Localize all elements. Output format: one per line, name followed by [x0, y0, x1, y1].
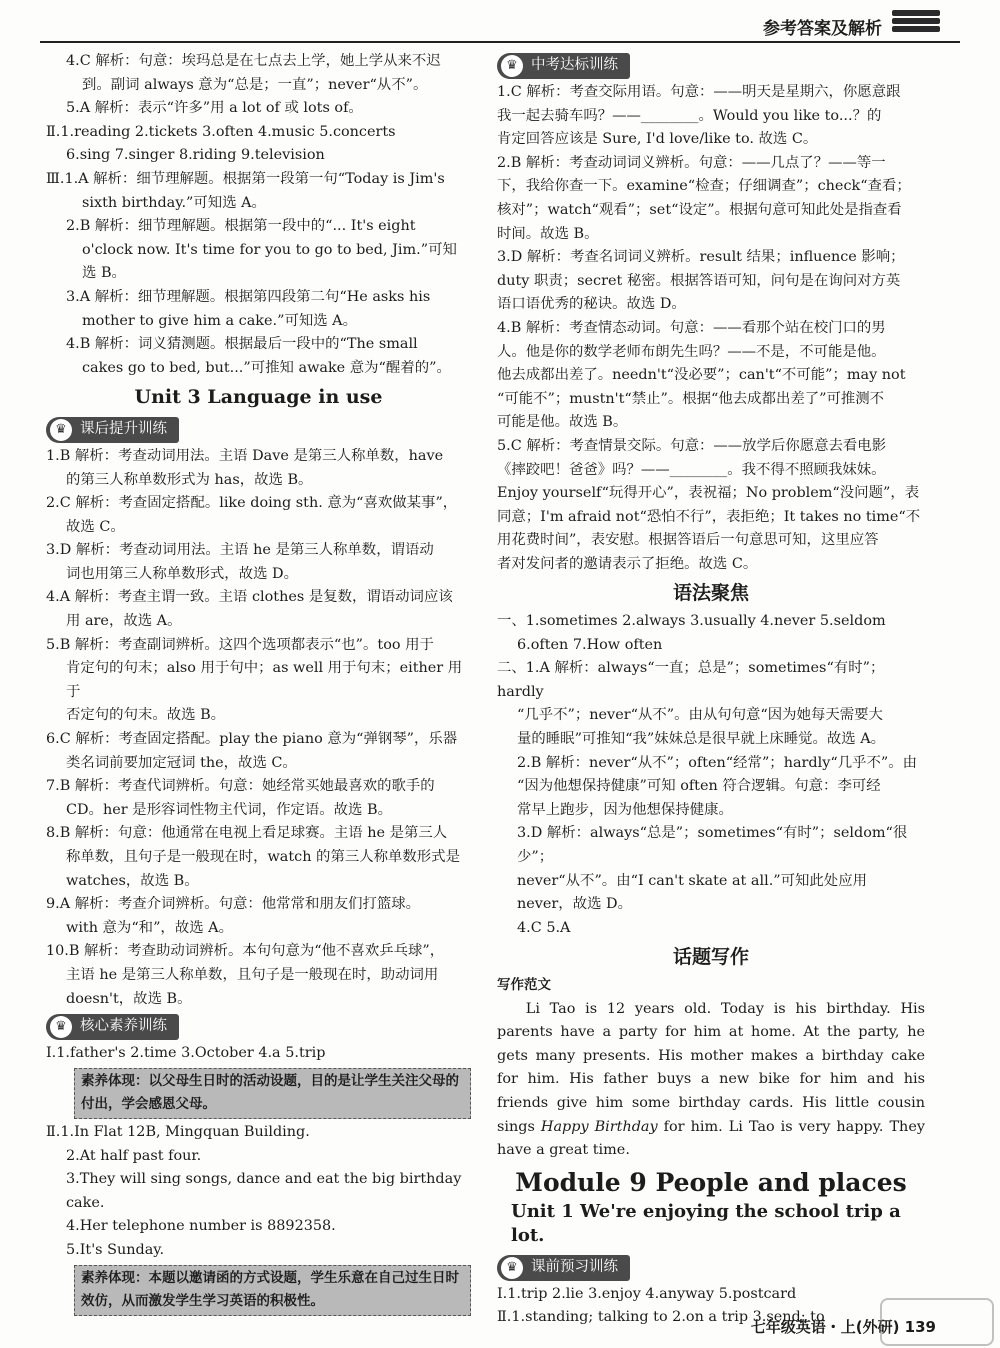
answer-item: 7.B 解析：考查代词辨析。句意：她经常买她最喜欢的歌手的: [46, 778, 435, 795]
answer-item: 5.B 解析：考查副词辨析。这四个选项都表示“也”。too 用于: [46, 636, 434, 653]
answer-item: 10.B 解析：考查助动词辨析。本句句意为“他不喜欢乒乓球”，: [46, 943, 445, 960]
answer-item: 6.C 解析：考查固定搭配。play the piano 意为“弹钢琴”，乐器: [46, 731, 458, 748]
grammar-line: 二、1.A 解析：always“一直；总是”；sometimes“有时”；hardly: [497, 660, 885, 700]
text-line: o'clock now. It's time for you to go to bed, Jim.”可知: [82, 241, 457, 258]
text-line: 4.B 解析：词义猜测题。根据最后一段中的“The small: [66, 336, 418, 353]
answer-item: 可能是他。故选 B。: [497, 414, 628, 431]
answer-item: 词也用第三人称单数形式，故选 D。: [66, 565, 298, 582]
grammar-line: “几乎不”；never“从不”。由从句句意“因为她每天需要大: [517, 707, 883, 724]
answer-item: 5.It's Sunday.: [66, 1241, 165, 1258]
crown-icon: ♛: [501, 55, 523, 77]
header-divider: [40, 41, 960, 43]
section-banner: [46, 417, 179, 443]
answer-item: 3.They will sing songs, dance and eat the big birthday cake.: [66, 1171, 462, 1211]
answer-item: 3.D 解析：考查名词词义辨析。result 结果；influence 影响；: [497, 249, 905, 266]
text-line: 2.B 解析：细节理解题。根据第一段中的“... It's eight: [66, 218, 416, 235]
answer-item: Ⅰ.1.father's 2.time 3.October 4.a 5.trip: [46, 1045, 326, 1062]
grammar-line: never“从不”。由“I can't skate at all.”可知此处应用: [517, 872, 867, 889]
answer-item: 语口语优秀的秘诀。故选 D。: [497, 296, 686, 313]
answer-item: 主语 he 是第三人称单数，且句子是一般现在时，助动词用: [66, 966, 439, 983]
grammar-line: 6.often 7.How often: [517, 636, 663, 653]
answer-item: 类名词前要加定冠词 the，故选 C。: [66, 754, 297, 771]
grammar-line: never，故选 D。: [517, 896, 632, 913]
text-line: 选 B。: [82, 265, 126, 282]
header-title: 参考答案及解析: [763, 19, 882, 39]
answer-item: 肯定回答应该是 Sure, I'd love/like to. 故选 C。: [497, 131, 818, 148]
text-line: 到。副词 always 意为“总是；一直”；never“从不”。: [82, 76, 428, 93]
watermark-logo: [880, 1298, 994, 1346]
section-banner: [46, 1014, 179, 1040]
answer-item: 下，我给你查一下。examine“检查；仔细调查”；check“查看；: [497, 178, 911, 195]
text-line: Ⅲ.1.A 解析：细节理解题。根据第一段第一句“Today is Jim's: [46, 170, 445, 187]
answer-item: 5.C 解析：考查情景交际。句意：——放学后你愿意去看电影: [497, 437, 887, 454]
answer-item: 否定句的句末。故选 B。: [66, 707, 226, 724]
unit-heading: Unit 3 Language in use: [134, 386, 383, 409]
answer-item: 1.B 解析：考查动词用法。主语 Dave 是第三人称单数，have: [46, 447, 444, 464]
page-footer: 七年级英语・上(外研) 139: [750, 1318, 936, 1336]
crown-icon: ♛: [50, 1016, 72, 1038]
answer-item: with 意为“和”，故选 A。: [66, 919, 233, 936]
answer-item: 的第三人称单数形式为 has，故选 B。: [66, 471, 313, 488]
writing-heading: 话题写作: [672, 946, 749, 969]
books-icon: [892, 10, 940, 38]
answer-item: 4.A 解析：考查主谓一致。主语 clothes 是复数，谓语动词应该: [46, 589, 453, 606]
left-column: [46, 50, 471, 1318]
answer-item: 用花费时间”，表安慰。根据答语后一句意思可知，这里应答: [497, 532, 879, 549]
answer-item: duty 职责；secret 秘密。根据答语可知，问句是在询问对方英: [497, 272, 901, 289]
writing-sample: [497, 998, 925, 1163]
text-line: mother to give him a cake.”可知选 A。: [82, 312, 357, 329]
text-line: cakes go to bed, but...”可推知 awake 意为“醒着的”。: [82, 359, 451, 376]
answer-item: 8.B 解析：句意：他通常在电视上看足球赛。主语 he 是第三人: [46, 825, 448, 842]
text-line: 5.A 解析：表示“许多”用 a lot of 或 lots of。: [66, 100, 363, 117]
right-column: [497, 50, 925, 1330]
answer-item: 核对”；watch“观看”；set“设定”。根据句意可知此处是指查看: [497, 201, 902, 218]
answer-item: 我一起去骑车吗？——________。Would you like to...？的: [497, 107, 882, 124]
answer-item: “可能不”；mustn't“禁止”。根据“他去成都出差了”可推测不: [497, 390, 885, 407]
essay-song-title: Happy Birthday: [540, 1118, 658, 1135]
essay-text: Li Tao is 12 years old. Today is his birthday. His parents have a party for him at home. At the party, he gets many presents. His mother makes a birthday cake for him. His father buys a new bike for him and his friends give him some birthday cards. His little cousin sings: [497, 1000, 925, 1135]
crown-icon: ♛: [50, 419, 72, 441]
essay-text: for him. Li Tao is very happy. They have a great time.: [497, 1118, 925, 1159]
answer-item: 故选 C。: [66, 518, 125, 535]
answer-item: 《摔跤吧！爸爸》吗？——________。我不得不照顾我妹妹。: [497, 461, 886, 478]
text-line: sixth birthday.”可知选 A。: [82, 194, 266, 211]
grammar-heading: 语法聚焦: [672, 582, 749, 605]
grammar-line: 常早上跑步，因为他想保持健康。: [517, 801, 733, 818]
text-line: 3.A 解析：细节理解题。根据第四段第二句“He asks his: [66, 288, 431, 305]
grammar-line: “因为他想保持健康”可知 often 符合逻辑。句意：李可经: [517, 778, 881, 795]
text-line: 4.C 解析：句意：埃玛总是在七点去上学，她上学从来不迟: [66, 53, 441, 69]
grammar-line: 量的睡眠”可推知“我”妹妹总是很早就上床睡觉。故选 A。: [517, 731, 886, 748]
grammar-line: 4.C 5.A: [517, 919, 571, 936]
crown-icon: ♛: [501, 1257, 523, 1279]
answer-item: 9.A 解析：考查介词辨析。句意：他常常和朋友们打篮球。: [46, 896, 421, 913]
section-banner: [497, 53, 630, 79]
banner-label: 课后提升训练: [80, 421, 167, 438]
answer-item: 用 are，故选 A。: [66, 613, 182, 630]
banner-label: 中考达标训练: [531, 57, 618, 74]
answer-item: Ⅱ.1.In Flat 12B, Mingquan Building.: [46, 1123, 310, 1140]
answer-item: 时间。故选 B。: [497, 225, 599, 242]
answer-item: watches，故选 B。: [66, 872, 199, 889]
text-line: 6.sing 7.singer 8.riding 9.television: [66, 147, 325, 164]
banner-label: 课前预习训练: [531, 1258, 618, 1275]
answer-item: doesn't，故选 B。: [66, 990, 192, 1007]
grammar-line: 3.D 解析：always“总是”；sometimes“有时”；seldom“很少”；: [517, 825, 908, 865]
writing-sample-label: 写作范文: [497, 976, 551, 993]
answer-item: 同意；I'm afraid not“恐怕不行”，表拒绝；It takes no time“不: [497, 508, 921, 525]
answer-item: 2.C 解析：考查固定搭配。like doing sth. 意为“喜欢做某事”，: [46, 495, 458, 512]
answer-item: Ⅰ.1.trip 2.lie 3.enjoy 4.anyway 5.postcard: [497, 1285, 797, 1302]
answer-item: 者对发问者的邀请表示了拒绝。故选 C。: [497, 555, 758, 572]
answer-item: 2.At half past four.: [66, 1147, 202, 1164]
grammar-line: 一、1.sometimes 2.always 3.usually 4.never 5.seldom: [497, 613, 886, 630]
text-line: Ⅱ.1.reading 2.tickets 3.often 4.music 5.concerts: [46, 123, 396, 140]
answer-item: 他去成都出差了。needn't“没必要”；can't“不可能”；may not: [497, 367, 906, 384]
literacy-note: 素养体现：以父母生日时的活动设题，目的是让学生关注父母的付出，学会感恩父母。: [74, 1068, 471, 1119]
page-header: [0, 0, 1000, 48]
answer-item: 称单数，且句子是一般现在时，watch 的第三人称单数形式是: [66, 849, 460, 865]
answer-item: Enjoy yourself“玩得开心”，表祝福；No problem“没问题”，表: [497, 485, 920, 502]
literacy-note: 素养体现：本题以邀请函的方式设题，学生乐意在自己过生日时效仿，从而激发学生学习英语的积极性。: [74, 1265, 471, 1316]
answer-item: 4.Her telephone number is 8892358.: [66, 1218, 336, 1235]
answer-item: 2.B 解析：考查动词词义辨析。句意：——几点了？——等一: [497, 154, 886, 171]
answer-item: 1.C 解析：考查交际用语。句意：——明天是星期六，你愿意跟: [497, 84, 901, 100]
answer-item: 人。他是你的数学老师布朗先生吗？——不是，不可能是他。: [497, 343, 886, 360]
answer-item: 3.D 解析：考查动词用法。主语 he 是第三人称单数，谓语动: [46, 542, 434, 559]
banner-label: 核心素养训练: [80, 1018, 167, 1035]
grammar-line: 2.B 解析：never“从不”；often“经常”；hardly“几乎不”。由: [517, 754, 918, 771]
section-banner: [497, 1255, 630, 1281]
answer-item: Ⅱ.1.standing; talking to 2.on a trip 3.send; to: [497, 1309, 825, 1326]
unit-heading: Unit 1 We're enjoying the school trip a lot.: [511, 1201, 901, 1246]
answer-item: 4.B 解析：考查情态动词。句意：——看那个站在校门口的男: [497, 319, 886, 336]
answer-item: 肯定句的句末；also 用于句中；as well 用于句末；either 用于: [66, 660, 463, 700]
module-heading: Module 9 People and places: [515, 1167, 907, 1197]
answer-item: CD。her 是形容词性物主代词，作定语。故选 B。: [66, 801, 392, 818]
